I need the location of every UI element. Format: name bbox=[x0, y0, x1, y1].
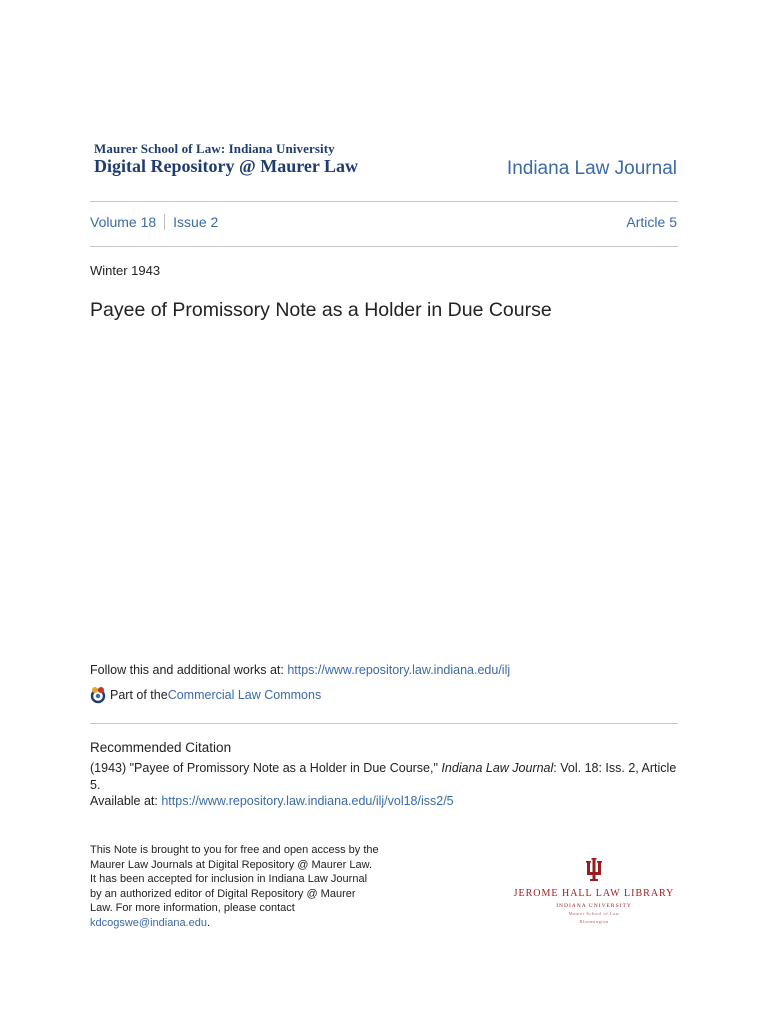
contact-email-link[interactable]: kdcogswe@indiana.edu bbox=[90, 916, 207, 929]
volume-link[interactable]: Volume 18 bbox=[90, 214, 157, 230]
citation-journal: Indiana Law Journal bbox=[441, 761, 554, 775]
network-icon bbox=[90, 686, 106, 704]
issue-divider bbox=[90, 246, 678, 247]
publication-date: Winter 1943 bbox=[90, 263, 161, 278]
available-url-link[interactable]: https://www.repository.law.indiana.edu/ilj/vol18/iss2/5 bbox=[161, 794, 454, 808]
note-end: . bbox=[206, 916, 211, 929]
available-prefix: Available at: bbox=[90, 794, 162, 808]
follow-prefix: Follow this and additional works at: bbox=[90, 663, 288, 677]
citation-divider bbox=[90, 723, 678, 724]
citation-before: (1943) "Payee of Promissory Note as a Holder in Due Course," bbox=[90, 761, 442, 775]
article-number-link[interactable]: Article 5 bbox=[626, 214, 677, 230]
note-text: This Note is brought to you for free and open access by the Maurer Law Journals at Digital Repository @ Maurer Law. It has been accepted for inclusion in Indiana Law Journal by an authorized editor of Digital Repository @ Maurer Law. For more information, please contact bbox=[90, 844, 379, 915]
repository-logo-line2[interactable]: Digital Repository @ Maurer Law bbox=[94, 156, 359, 176]
header-divider bbox=[90, 201, 678, 202]
citation-after: : Vol. 18: Iss. 2, Article 5. bbox=[90, 761, 677, 792]
library-logo bbox=[508, 858, 680, 925]
library-name: JEROME HALL LAW LIBRARY bbox=[513, 888, 675, 899]
breadcrumb-separator bbox=[164, 214, 165, 230]
library-university: INDIANA UNIVERSITY bbox=[556, 903, 632, 909]
document-title: Payee of Promissory Note as a Holder in Due Course bbox=[90, 299, 552, 321]
repository-logo-line1[interactable]: Maurer School of Law: Indiana University bbox=[94, 141, 335, 156]
part-of-line bbox=[90, 686, 321, 704]
commons-link[interactable]: Commercial Law Commons bbox=[167, 688, 322, 702]
recommended-citation-heading: Recommended Citation bbox=[90, 740, 232, 755]
journal-title-link[interactable]: Indiana Law Journal bbox=[506, 158, 677, 179]
partof-prefix: Part of the bbox=[110, 688, 168, 702]
library-location: Bloomington bbox=[579, 919, 609, 924]
access-note bbox=[90, 843, 380, 931]
available-line bbox=[90, 794, 454, 808]
follow-line bbox=[90, 663, 510, 677]
issue-breadcrumb bbox=[90, 214, 218, 230]
follow-url-link[interactable]: https://www.repository.law.indiana.edu/ilj bbox=[287, 663, 511, 677]
issue-link[interactable]: Issue 2 bbox=[173, 214, 219, 230]
iu-trident-icon bbox=[585, 858, 603, 882]
citation-text bbox=[90, 760, 680, 794]
library-school: Maurer School of Law bbox=[568, 911, 620, 916]
